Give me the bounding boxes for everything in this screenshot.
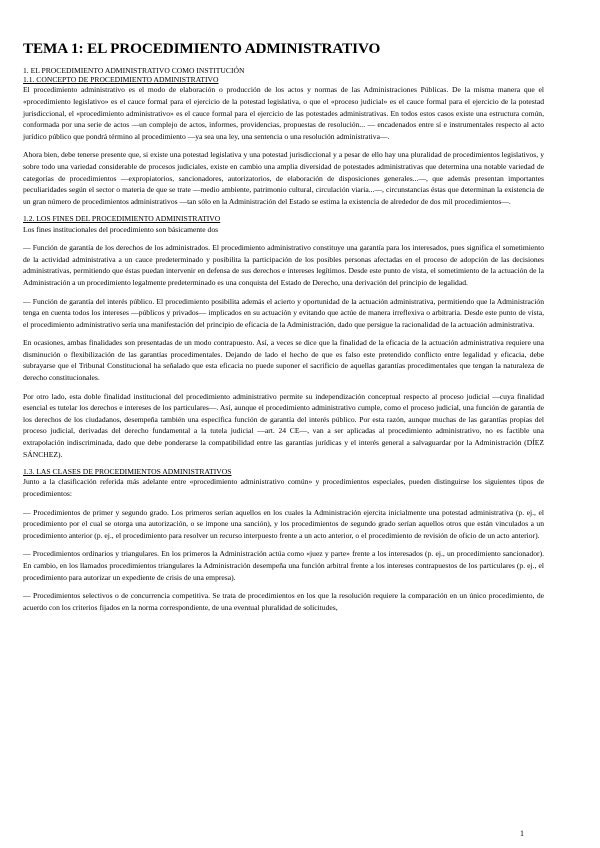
paragraph: Junto a la clasificación referida más adelante entre «procedimiento administrativo común» y procedimientos especiales, pueden distinguirse los siguientes tipos de procedimientos: (23, 477, 544, 499)
section-heading: 1. EL PROCEDIMIENTO ADMINISTRATIVO COMO INSTITUCIÓN (23, 66, 245, 75)
subsection-heading: 1.2. LOS FINES DEL PROCEDIMIENTO ADMINISTRATIVO (23, 214, 221, 224)
subsection-heading: 1.3. LAS CLASES DE PROCEDIMIENTOS ADMINISTRATIVOS (23, 467, 232, 477)
paragraph: Los fines institucionales del procedimiento son básicamente dos (23, 224, 219, 234)
subsection-heading: 1.1. CONCEPTO DE PROCEDIMIENTO ADMINISTRATIVO (23, 75, 219, 85)
paragraph: El procedimiento administrativo es el modo de elaboración o producción de los actos y normas de las Administraciones Públicas. De la misma manera que el «procedimiento legislativo» es el cauce formal para el ejercicio de la potestad legislativa, o que el «proceso judicial» es el cauce formal para el ejercicio de la potestad jurisdiccional, el «procedimiento administrativo» es el cauce formal para el ejercicio de las potestades administrativas. En todos estos casos existe una estructura común, conformada por una serie de actos —un complejo de actos, informes, providencias, propuestas de resolución... — encadenados entre sí e instrumentales respecto al acto jurídico público que pondrá término al procedimiento —ya sea una ley, una sentencia o una resolución administrativa—. (23, 85, 544, 141)
paragraph: Por otro lado, esta doble finalidad institucional del procedimiento administrativo permite su independización conceptual respecto al proceso judicial —cuya finalidad esencial es tutelar los derechos e intereses de los particulares—. Así, aunque el procedimiento administrativo cumple, como el proceso judicial, una función de garantía de los derechos de los ciudadanos, desempeña también una específica función de garantía del interés público. Por esta razón, aunque muchas de las garantías propias del proceso judicial, derivadas del derecho fundamental a la tutela judicial —art. 24 CE—, van a ser aplicadas al procedimiento administrativo, no es factible una extrapolación indiscriminada, dado que debe ponderarse la compatibilidad entre las garantías jurídicas y el interés general a salvaguardar por la Administración (DÍEZ SÁNCHEZ). (23, 391, 544, 459)
document-title: TEMA 1: EL PROCEDIMIENTO ADMINISTRATIVO (23, 40, 381, 57)
paragraph: Ahora bien, debe tenerse presente que, si existe una potestad legislativa y una potestad jurisdiccional y a pesar de ello hay una pluralidad de procedimientos legislativos, y sobre todo una variedad considerable de procesos judiciales, existe en cambio una amplia diversidad de potestades administrativas que determina una notable variedad de categorías de procedimientos —expropiatorios, sancionadores, autorizatorios, de elaboración de disposiciones generales...—, que además presentan importantes peculiaridades según el sector o materia de que se trate —medio ambiente, patrimonio cultural, circulación viaria...—, circunstancias éstas que determinan la existencia de un gran número de procedimientos administrativos —tan sólo en la Administración del Estado se estima la existencia de alrededor de dos mil procedimientos—. (23, 150, 544, 206)
paragraph: En ocasiones, ambas finalidades son presentadas de un modo contrapuesto. Así, a veces se dice que la finalidad de la eficacia de la actuación administrativa requiere una disminución o flexibilización de las garantías procedimentales. Dejando de lado el hecho de que es falso este pretendido conflicto entre legalidad y eficacia, debe subrayarse que el Tribunal Constitucional ha señalado que esta eficacia no puede suponer el sacrificio de aquellas garantías procedimentales que tengan la naturaleza de derecho constitucionales. (23, 338, 544, 383)
paragraph: — Procedimientos ordinarios y triangulares. En los primeros la Administración actúa como «juez y parte» frente a los interesados (p. ej., un procedimiento sancionador). En cambio, en los llamados procedimientos triangulares la Administración desempeña una función arbitral frente a los intereses contrapuestos de los particulares (p. ej., el procedimiento para autorizar un expediente de crisis de una empresa). (23, 549, 544, 582)
page-number: 1 (520, 829, 524, 838)
paragraph: — Función de garantía del interés público. El procedimiento posibilita además el acierto y oportunidad de la actuación administrativa, permitiendo que la Administración tenga en cuenta todos los intereses —públicos y privados— implicados en su actuación y evitando que actúe de manera irreflexiva o arbitraria. Desde este punto de vista, el procedimiento administrativo sería una manifestación del principio de eficacia de la Administración, dado que persigue la racionalidad de la actuación administrativa. (23, 296, 544, 329)
paragraph: — Procedimientos de primer y segundo grado. Los primeros serían aquellos en los cuales la Administración ejercita inicialmente una potestad administrativa (p. ej., el procedimiento por el cual se otorga una autorización, o se impone una sanción), y los procedimientos de segundo grado serían aquellos otros que están vinculados a un procedimiento anterior (p. ej., el procedimiento para resolver un recurso interpuesto frente a un acto anterior, o el procedimiento de revisión de oficio de un acto anterior). (23, 507, 544, 540)
paragraph: — Función de garantía de los derechos de los administrados. El procedimiento administrativo constituye una garantía para los interesados, pues significa el sometimiento de la actividad administrativa a un cauce predeterminado y posibilita la participación de los posibles personas afectadas en el proceso de adopción de las decisiones administrativas, permitiendo que éstas puedan intervenir en defensa de sus derechos e intereses legítimos. Desde este punto de vista, el sometimiento de la actuación de la Administración a un procedimiento legalmente predeterminado es una conquista del Estado de Derecho, una derivación del principio de legalidad. (23, 243, 544, 287)
paragraph: — Procedimientos selectivos o de concurrencia competitiva. Se trata de procedimientos en los que la resolución requiere la comparación en un único procedimiento, de acuerdo con los criterios fijados en la norma correspondiente, de una eventual pluralidad de solicitudes, (23, 591, 544, 612)
